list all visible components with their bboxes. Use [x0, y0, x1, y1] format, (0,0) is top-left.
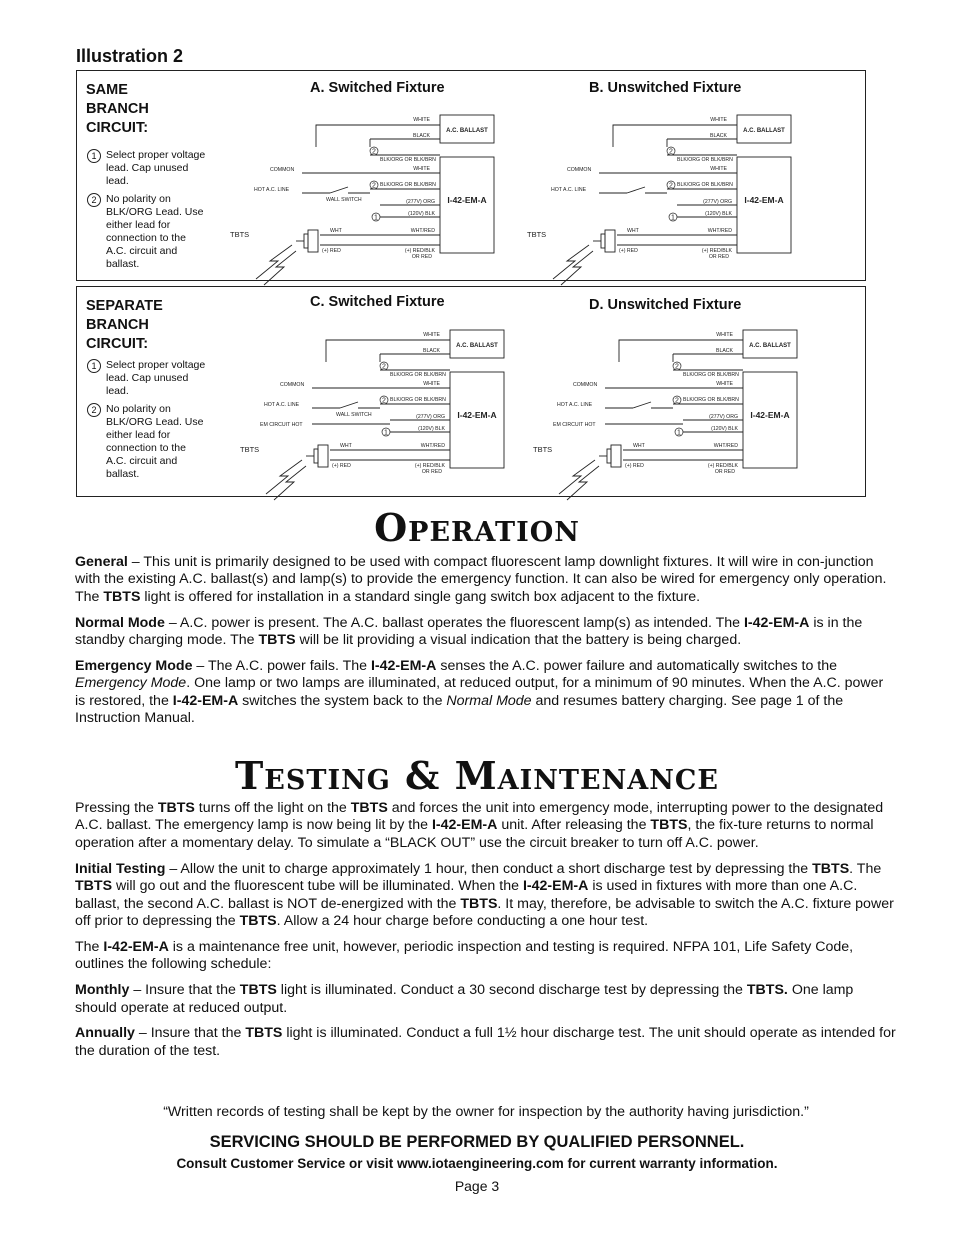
svg-text:(+) RED: (+) RED	[322, 248, 341, 254]
svg-text:A.C. BALLAST: A.C. BALLAST	[446, 128, 488, 134]
svg-text:(+) RED/BLK: (+) RED/BLK	[701, 248, 732, 254]
svg-text:A.C. BALLAST: A.C. BALLAST	[456, 343, 498, 349]
svg-text:BLACK: BLACK	[422, 348, 440, 354]
svg-text:A.C. BALLAST: A.C. BALLAST	[743, 128, 785, 134]
svg-text:2: 2	[372, 148, 376, 156]
svg-text:WHITE: WHITE	[710, 117, 727, 123]
svg-text:BLK/ORG OR BLK/BRN: BLK/ORG OR BLK/BRN	[677, 182, 733, 188]
same-branch-note-2: 2 No polarity on BLK/ORG Lead. Use either lead for connection to the A.C. circuit and ballast.	[87, 193, 207, 271]
svg-text:OR RED: OR RED	[421, 469, 442, 475]
pressing-paragraph: Pressing the TBTS turns off the light on the TBTS and forces the unit into emergency mode, interrupting power to the designated A.C. ballast. The emergency lamp is now being lit by the I-42-EM-A unit. After releasing the TBTS, the fix-ture returns to normal operation after a momentary delay. To simulate a “BLACK OUT” use the circuit breaker to turn off A.C. power.	[75, 800, 884, 851]
svg-text:OR RED: OR RED	[411, 254, 432, 260]
svg-text:2: 2	[382, 363, 386, 371]
svg-text:HOT A.C. LINE: HOT A.C. LINE	[254, 187, 290, 193]
svg-text:BLK/ORG OR BLK/BRN: BLK/ORG OR BLK/BRN	[380, 182, 436, 188]
svg-text:(120V) BLK: (120V) BLK	[408, 211, 435, 217]
monthly-paragraph: Monthly – Insure that the TBTS light is illuminated. Conduct a 30 second discharge test by depressing the TBTS. One lamp should operate at reduced output.	[75, 982, 854, 1016]
em-circuit-hot-label: EM CIRCUIT HOT	[260, 422, 303, 428]
svg-text:(+) RED/BLK: (+) RED/BLK	[414, 463, 445, 469]
svg-text:(+) RED: (+) RED	[619, 248, 638, 254]
records-quote: “Written records of testing shall be kept by the owner for inspection by the authority having jurisdiction.”	[163, 1104, 809, 1120]
fixture-c-wiring	[240, 310, 520, 485]
svg-text:WHITE: WHITE	[423, 381, 440, 387]
annually-paragraph: Annually – Insure that the TBTS light is illuminated. Conduct a full 1½ hour discharge test. The unit should operate as intended for the duration of the test.	[75, 1025, 896, 1059]
maintenance-paragraph: The I-42-EM-A is a maintenance free unit, however, periodic inspection and testing is required. NFPA 101, Life Safety Code, outlines the following schedule:	[75, 938, 854, 973]
svg-text:HOT A.C. LINE: HOT A.C. LINE	[557, 402, 593, 408]
svg-text:(277V) ORG: (277V) ORG	[703, 199, 732, 205]
svg-text:1: 1	[374, 214, 378, 222]
svg-text:COMMON: COMMON	[270, 167, 295, 173]
fixture-c-title: C. Switched Fixture	[310, 294, 445, 310]
svg-text:BLK/ORG OR BLK/BRN: BLK/ORG OR BLK/BRN	[683, 372, 739, 378]
svg-text:1: 1	[384, 429, 388, 437]
svg-text:WALL SWITCH: WALL SWITCH	[326, 197, 362, 203]
svg-text:BLK/ORG OR BLK/BRN: BLK/ORG OR BLK/BRN	[390, 372, 446, 378]
unit-box	[737, 157, 791, 253]
svg-text:WALL SWITCH: WALL SWITCH	[336, 412, 372, 418]
svg-text:WHT: WHT	[340, 443, 352, 449]
fixture-b-title: B. Unswitched Fixture	[589, 80, 742, 96]
svg-text:TBTS: TBTS	[240, 445, 260, 454]
svg-text:2: 2	[675, 363, 679, 371]
svg-text:(277V) ORG: (277V) ORG	[709, 414, 738, 420]
unit-box	[450, 372, 504, 468]
svg-text:HOT A.C. LINE: HOT A.C. LINE	[264, 402, 300, 408]
svg-text:I-42-EM-A: I-42-EM-A	[447, 195, 487, 205]
svg-text:1: 1	[671, 214, 675, 222]
separate-branch-heading: SEPARATE BRANCH CIRCUIT:	[86, 298, 163, 352]
svg-text:2: 2	[669, 148, 673, 156]
operation-heading: Operation	[374, 505, 580, 550]
svg-text:(277V) ORG: (277V) ORG	[406, 199, 435, 205]
svg-text:(120V) BLK: (120V) BLK	[711, 426, 738, 432]
svg-text:COMMON: COMMON	[567, 167, 592, 173]
page-number: Page 3	[454, 1178, 500, 1194]
svg-text:BLK/ORG OR BLK/BRN: BLK/ORG OR BLK/BRN	[390, 397, 446, 403]
svg-text:2: 2	[382, 397, 386, 405]
svg-text:TBTS: TBTS	[527, 230, 547, 239]
svg-text:BLACK: BLACK	[709, 133, 727, 139]
svg-text:WHITE: WHITE	[710, 166, 727, 172]
svg-text:WHT/RED: WHT/RED	[713, 443, 738, 449]
svg-text:BLACK: BLACK	[715, 348, 733, 354]
svg-text:WHT/RED: WHT/RED	[410, 228, 435, 234]
svg-text:WHT/RED: WHT/RED	[420, 443, 445, 449]
operation-text	[75, 554, 897, 736]
svg-text:WHT/RED: WHT/RED	[707, 228, 732, 234]
svg-text:BLK/ORG OR BLK/BRN: BLK/ORG OR BLK/BRN	[677, 157, 733, 163]
svg-text:WHITE: WHITE	[716, 332, 733, 338]
svg-text:(120V) BLK: (120V) BLK	[705, 211, 732, 217]
svg-text:2: 2	[675, 397, 679, 405]
unit-box	[743, 372, 797, 468]
svg-text:(+) RED/BLK: (+) RED/BLK	[707, 463, 738, 469]
svg-text:(277V) ORG: (277V) ORG	[416, 414, 445, 420]
em-circuit-hot-label: EM CIRCUIT HOT	[553, 422, 596, 428]
svg-text:(+) RED/BLK: (+) RED/BLK	[404, 248, 435, 254]
fixture-a-wiring	[230, 95, 510, 270]
same-branch-note-1: 1 Select proper voltage lead. Cap unused lead.	[87, 149, 207, 188]
same-branch-heading: SAME BRANCH CIRCUIT:	[86, 82, 149, 136]
illustration-label: Illustration 2	[76, 46, 184, 66]
svg-text:TBTS: TBTS	[533, 445, 553, 454]
general-paragraph: General – This unit is primarily designed to be used with compact fluorescent lamp downlight fixtures. It will wire in con-junction with the existing A.C. ballast(s) and lamp(s) to provide the emergency function. It can also be wired for emergency only operation. The TBTS light is offered for installation in a standard single gang switch box adjacent to the fixture.	[75, 554, 887, 605]
svg-text:(120V) BLK: (120V) BLK	[418, 426, 445, 432]
svg-text:WHT: WHT	[627, 228, 639, 234]
svg-text:OR RED: OR RED	[708, 254, 729, 260]
emergency-mode-paragraph: Emergency Mode – The A.C. power fails. The I-42-EM-A senses the A.C. power failure and automatically switches to the Emergency Mode. One lamp or two lamps are illuminated, at reduced output, for a minimum of 90 minutes. When the A.C. power is restored, the I-42-EM-A switches the system back to the Normal Mode and resumes battery charging. See page 1 of the Instruction Manual.	[75, 658, 884, 727]
svg-text:(+) RED: (+) RED	[625, 463, 644, 469]
svg-text:2: 2	[669, 182, 673, 190]
svg-text:WHITE: WHITE	[423, 332, 440, 338]
svg-text:OR RED: OR RED	[714, 469, 735, 475]
svg-text:(+) RED: (+) RED	[332, 463, 351, 469]
svg-text:I-42-EM-A: I-42-EM-A	[744, 195, 784, 205]
svg-text:WHT: WHT	[633, 443, 645, 449]
svg-text:A.C. BALLAST: A.C. BALLAST	[749, 343, 791, 349]
svg-text:TBTS: TBTS	[230, 230, 250, 239]
consult-notice: Consult Customer Service or visit www.iotaengineering.com for current warranty information.	[176, 1156, 778, 1171]
testing-text	[75, 800, 897, 1069]
svg-text:I-42-EM-A: I-42-EM-A	[457, 410, 497, 420]
initial-testing-paragraph: Initial Testing – Allow the unit to charge approximately 1 hour, then conduct a short discharge test by depressing the TBTS. The TBTS will go out and the fluorescent tube will be illuminated. When the I-42-EM-A is used in fixtures with more than one A.C. ballast, the second A.C. ballast is NOT de-energized with the TBTS. It may, therefore, be advisable to switch the A.C. fixture power off prior to depressing the TBTS. Allow a 24 hour charge before conducting a one hour test.	[75, 860, 894, 929]
fixture-a-title: A. Switched Fixture	[310, 80, 445, 96]
svg-text:BLK/ORG OR BLK/BRN: BLK/ORG OR BLK/BRN	[380, 157, 436, 163]
unit-box	[440, 157, 494, 253]
separate-branch-note-2: 2 No polarity on BLK/ORG Lead. Use either lead for connection to the A.C. circuit and ballast.	[87, 403, 207, 481]
svg-text:COMMON: COMMON	[573, 382, 598, 388]
svg-text:BLK/ORG OR BLK/BRN: BLK/ORG OR BLK/BRN	[683, 397, 739, 403]
fixture-d-wiring	[533, 310, 813, 485]
svg-text:I-42-EM-A: I-42-EM-A	[750, 410, 790, 420]
svg-text:WHITE: WHITE	[413, 117, 430, 123]
svg-text:HOT A.C. LINE: HOT A.C. LINE	[551, 187, 587, 193]
fixture-d-title: D. Unswitched Fixture	[589, 297, 742, 313]
testing-heading: Testing & Maintenance	[235, 753, 719, 798]
svg-text:BLACK: BLACK	[412, 133, 430, 139]
separate-branch-note-1: 1 Select proper voltage lead. Cap unused lead.	[87, 359, 207, 398]
service-notice: SERVICING SHOULD BE PERFORMED BY QUALIFIED PERSONNEL.	[209, 1133, 745, 1151]
svg-text:COMMON: COMMON	[280, 382, 305, 388]
fixture-b-wiring	[527, 95, 807, 270]
svg-text:WHT: WHT	[330, 228, 342, 234]
svg-text:2: 2	[372, 182, 376, 190]
svg-text:1: 1	[677, 429, 681, 437]
normal-mode-paragraph: Normal Mode – A.C. power is present. The A.C. ballast operates the fluorescent lamp(s) as intended. The I-42-EM-A is in the standby charging mode. The TBTS will be lit providing a visual indication that the battery is being charged.	[75, 614, 863, 649]
svg-text:WHITE: WHITE	[413, 166, 430, 172]
svg-text:WHITE: WHITE	[716, 381, 733, 387]
